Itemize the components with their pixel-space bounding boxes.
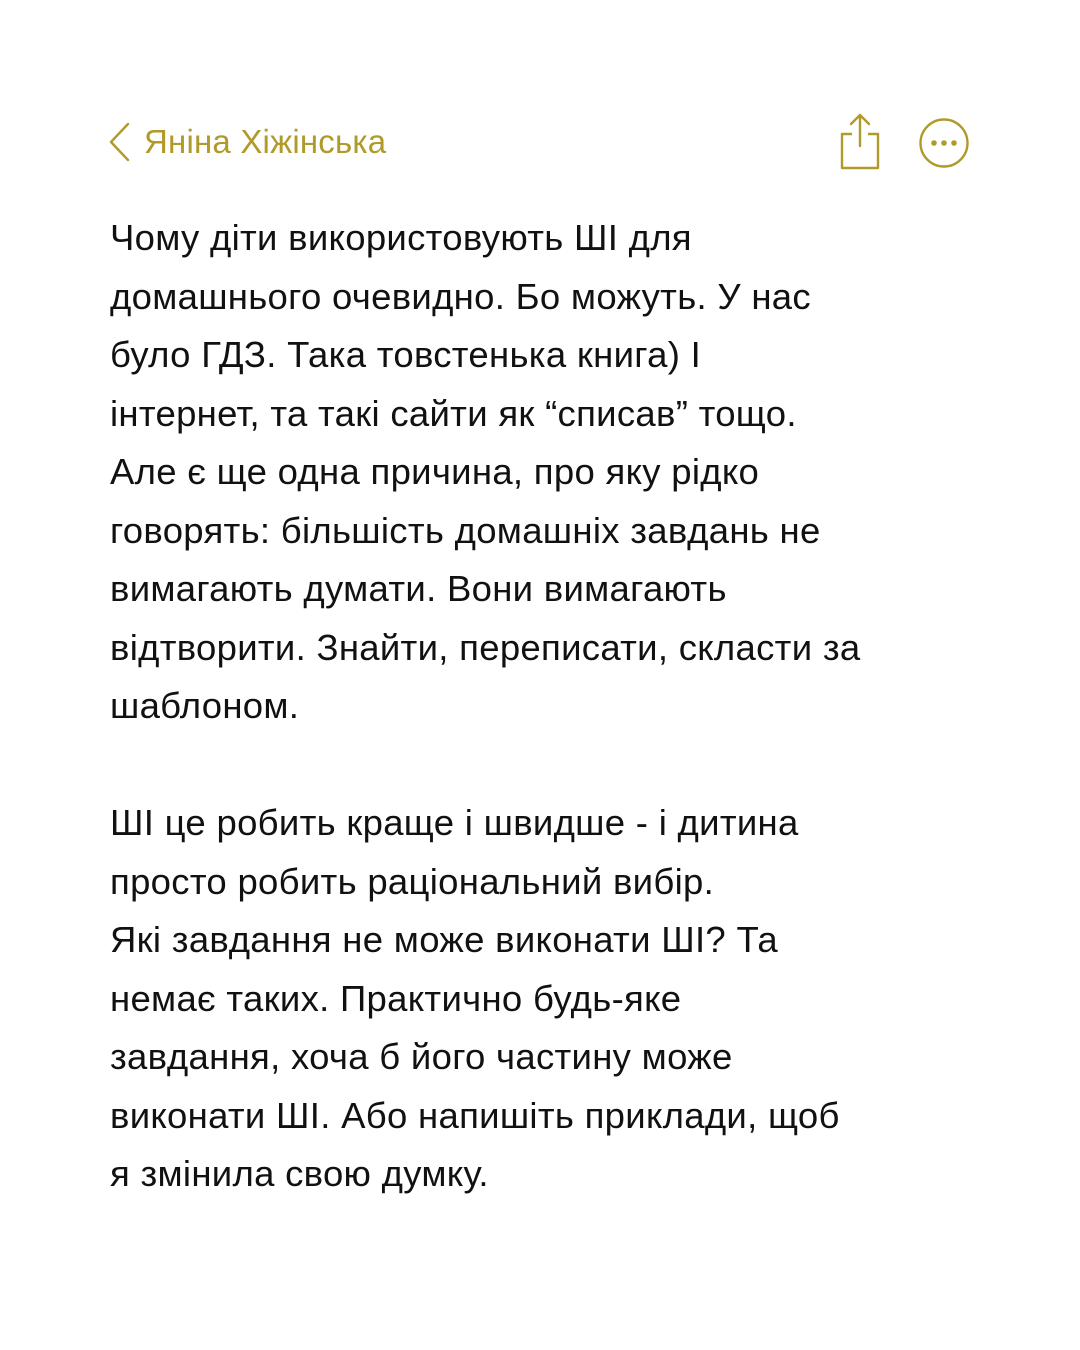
- back-label: Яніна Хіжінська: [144, 123, 387, 160]
- text-line: Але є ще одна причина, про яку рідко: [110, 451, 760, 492]
- text-line: шаблоном.: [110, 685, 300, 726]
- text-line: я змінила свою думку.: [110, 1153, 489, 1194]
- share-button[interactable]: [834, 112, 886, 172]
- chevron-left-icon: [108, 122, 130, 162]
- text-line: виконати ШІ. Або напишіть приклади, щоб: [110, 1094, 840, 1136]
- more-icon: [918, 117, 970, 169]
- text-line: вимагають думати. Вони вимагають: [110, 568, 727, 609]
- paragraph-spacer: [110, 736, 1030, 795]
- text-line: було ГДЗ. Така товстенька книга) І: [110, 334, 702, 375]
- text-line: відтворити. Знайти, переписати, скласти за: [110, 626, 861, 668]
- text-line: інтернет, та такі сайти як “списав” тощо.: [110, 392, 797, 434]
- text-line: Які завдання не може виконати ШІ? Та: [110, 919, 778, 960]
- paragraph-1: [110, 209, 1030, 736]
- text-line: ШІ це робить краще і швидше - і дитина: [110, 802, 799, 843]
- text-line: говорять: більшість домашніх завдань не: [110, 509, 821, 551]
- text-line: немає таких. Практично будь-яке: [110, 977, 682, 1019]
- share-icon: [834, 112, 886, 172]
- back-button[interactable]: [108, 112, 386, 172]
- text-line: Чому діти використовують ШІ для: [110, 217, 692, 258]
- more-button[interactable]: [918, 117, 970, 169]
- text-line: домашнього очевидно. Бо можуть. У нас: [110, 275, 811, 317]
- text-line: завдання, хоча б його частину може: [110, 1036, 733, 1077]
- text-line: просто робить раціональний вибір.: [110, 860, 715, 902]
- navigation-bar: [108, 112, 974, 172]
- paragraph-2: [110, 794, 1030, 1204]
- note-body[interactable]: [110, 209, 1030, 1204]
